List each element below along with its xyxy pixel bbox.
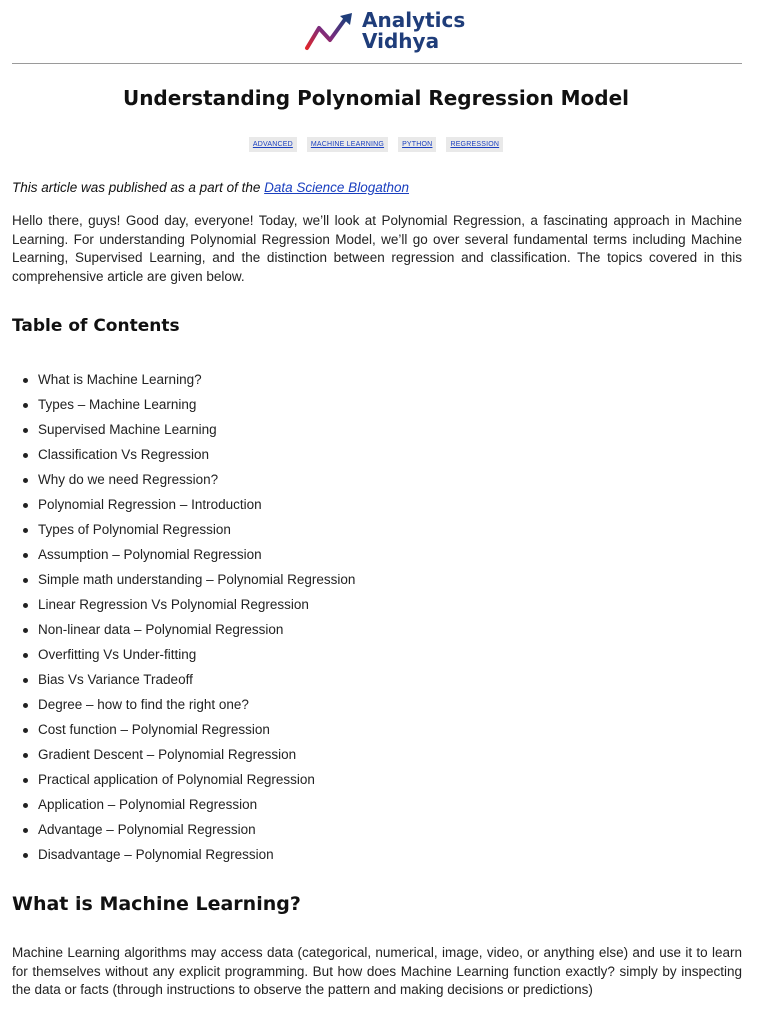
blogathon-link[interactable]: Data Science Blogathon [264,180,409,195]
toc-item: Assumption – Polynomial Regression [20,543,355,568]
toc-item: Types – Machine Learning [20,393,355,418]
logo-line-1: Analytics [362,8,466,32]
site-logo[interactable] [304,10,476,56]
section-heading-machine-learning: What is Machine Learning? [12,893,301,915]
toc-item: Practical application of Polynomial Regression [20,768,355,793]
section-paragraph: Machine Learning algorithms may access data (categorical, numerical, image, video, or anything else) and use it to learn for themselves without any explicit programming. But how does Machine Learning function exactly? simply by inspecting the data or facts (through instructions to observe the pattern and making decisions or predictions) [12,945,742,998]
toc-item: Disadvantage – Polynomial Regression [20,843,355,868]
toc-item: Linear Regression Vs Polynomial Regression [20,593,355,618]
toc-item: Gradient Descent – Polynomial Regression [20,743,355,768]
table-of-contents [20,368,355,868]
toc-item: Why do we need Regression? [20,468,355,493]
logo-line-2: Vidhya [362,29,440,53]
tag-python[interactable]: PYTHON [398,137,436,152]
toc-item: Bias Vs Variance Tradeoff [20,668,355,693]
intro-paragraph: Hello there, guys! Good day, everyone! Today, we’ll look at Polynomial Regression, a fascinating approach in Machine Learning. For understanding Polynomial Regression Model, we’ll go over several fundamental terms including Machine Learning, Supervised Learning, and the distinction between regression and classification. The topics covered in this comprehensive article are given below. [12,213,742,284]
byline-prefix: This article was published as a part of the [12,180,265,195]
toc-item: Supervised Machine Learning [20,418,355,443]
toc-item: Cost function – Polynomial Regression [20,718,355,743]
logo-text [362,10,465,52]
article-byline [12,180,409,195]
tag-regression[interactable]: REGRESSION [446,137,503,152]
toc-item: Polynomial Regression – Introduction [20,493,355,518]
toc-item: Overfitting Vs Under-fitting [20,643,355,668]
toc-item: Types of Polynomial Regression [20,518,355,543]
toc-item: What is Machine Learning? [20,368,355,393]
toc-heading: Table of Contents [12,316,180,336]
toc-item: Classification Vs Regression [20,443,355,468]
toc-item: Simple math understanding – Polynomial Regression [20,568,355,593]
toc-item: Application – Polynomial Regression [20,793,355,818]
toc-item: Advantage – Polynomial Regression [20,818,355,843]
site-header [12,0,742,64]
tag-machine-learning[interactable]: MACHINE LEARNING [307,137,388,152]
toc-item: Non-linear data – Polynomial Regression [20,618,355,643]
analytics-vidhya-logo-icon [304,12,358,52]
tag-list [0,137,752,152]
article-title: Understanding Polynomial Regression Model [122,86,630,110]
toc-item: Degree – how to find the right one? [20,693,355,718]
tag-advanced[interactable]: ADVANCED [249,137,297,152]
